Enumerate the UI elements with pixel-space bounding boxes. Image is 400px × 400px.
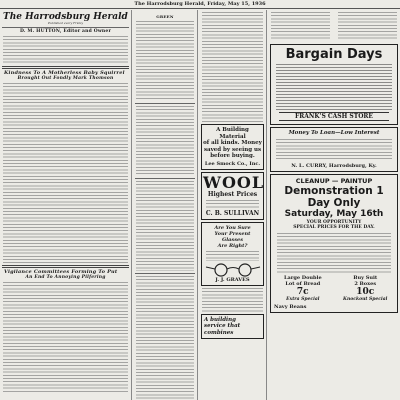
special-left-price: 7c	[296, 286, 309, 297]
demo-heading: Demonstration 1 Day Only	[284, 184, 384, 209]
ad-text-line: Are You Sure	[214, 224, 251, 231]
ad-text-line: saved by seeing us	[203, 146, 262, 153]
special-right-price: 10c	[356, 286, 375, 297]
ad-text-line: before buying.	[210, 153, 255, 159]
news-text-block	[338, 12, 397, 40]
divider	[2, 265, 129, 268]
loan-fine-print	[276, 139, 392, 161]
divider	[135, 103, 195, 104]
special-right-sub: 2 Boxes	[354, 280, 377, 287]
ad-text-line: service that	[204, 323, 241, 329]
price-list	[276, 64, 392, 110]
special-left-caption: Extra Special	[286, 296, 320, 302]
franks-cash-store: FRANK'S CASH STORE	[279, 112, 389, 121]
news-text-block	[136, 106, 194, 176]
subheadline-squirrel: Brought Out Fondly Mark Thomson	[17, 75, 114, 81]
loan-agent-name: N. L. CURRY, Harrodsburg, Ky.	[291, 162, 377, 169]
paper-name: The Harrodsburg Herald	[3, 12, 128, 22]
bargain-days-title: Bargain Days	[285, 47, 383, 62]
divider	[2, 27, 129, 28]
special-left-label: Large Double	[283, 274, 322, 281]
column-4	[268, 10, 400, 400]
ad-text-line: Glasses	[221, 236, 244, 243]
subheadline-vigilance: An End To Annoying Pilfering	[25, 274, 106, 280]
news-text-block	[136, 181, 194, 271]
ad-fine-print	[206, 251, 259, 261]
wool-prices: Highest Prices	[207, 190, 258, 198]
divider	[2, 66, 129, 69]
ad-text-line: A Building Material	[216, 127, 249, 140]
news-text-block	[136, 276, 194, 400]
optician-name: J. J. GRAVES	[215, 276, 250, 283]
column-1	[0, 10, 132, 400]
specials-row	[274, 275, 394, 303]
column-2	[133, 10, 198, 400]
ad-fine-print	[206, 200, 259, 208]
news-text-block	[202, 288, 263, 312]
editorial-text-block	[3, 36, 128, 64]
article-text-squirrel	[3, 83, 128, 263]
demo-date: Saturday, May 16th	[284, 208, 384, 219]
special-left	[274, 275, 332, 303]
special-left-sub: Lot of Bread	[285, 280, 321, 287]
page-masthead: The Harrodsburg Herald, Friday, May 15, 1936	[0, 0, 400, 9]
news-text-block	[271, 12, 330, 40]
eyeglasses-icon	[203, 263, 263, 277]
glasses-ad	[201, 222, 264, 286]
money-loan-ad	[270, 127, 398, 172]
divider	[135, 178, 195, 179]
article-text-vigilance	[3, 282, 128, 392]
ad-text-line: of all kinds. Money	[203, 140, 262, 146]
ad-company-name: Lee Smock Co., Inc.	[204, 160, 261, 167]
navy-beans-line: Navy Beans	[274, 304, 307, 310]
ad-text-line: combines	[204, 329, 234, 336]
special-prices-line: SPECIAL PRICES FOR THE DAY.	[293, 225, 375, 230]
wool-headline: WOOL	[203, 172, 265, 192]
demo-fine-print	[277, 233, 391, 273]
paper-subtitle: Published every Friday	[47, 21, 84, 25]
cleanup-heading: CLEANUP — PAINTUP	[295, 176, 373, 185]
ad-text-line: A building	[204, 316, 236, 323]
lee-smock-ad	[201, 124, 264, 170]
ad-text-line: Your Present	[214, 230, 251, 237]
paint-demo-ad	[270, 174, 398, 314]
editor-line: D. M. HUTTON, Editor and Owner	[19, 28, 112, 34]
divider	[135, 273, 195, 274]
section-heading-green: GREEN	[156, 14, 174, 19]
column-3	[199, 10, 267, 400]
special-right	[336, 275, 394, 303]
building-service-ad	[201, 314, 264, 340]
special-right-label: Buy Suit	[353, 274, 378, 281]
news-text-block	[136, 21, 194, 101]
news-text-block	[202, 12, 263, 122]
money-loan-title: Money To Loan—Low Interest	[288, 130, 380, 136]
special-right-caption: Knockout Special	[343, 296, 388, 302]
opportunity-line: YOUR OPPORTUNITY	[306, 219, 362, 225]
wool-buyer-name: C. B. SULLIVAN	[205, 209, 260, 217]
top-news-row	[268, 10, 400, 42]
bargain-days-ad	[270, 44, 398, 125]
ad-text-line: Are Right?	[217, 242, 248, 249]
wool-ad	[201, 172, 264, 220]
headline-vigilance: Vigilance Committees Forming To Put	[4, 268, 118, 275]
headline-squirrel: Kindness To A Motherless Baby Squirrel	[4, 69, 125, 76]
